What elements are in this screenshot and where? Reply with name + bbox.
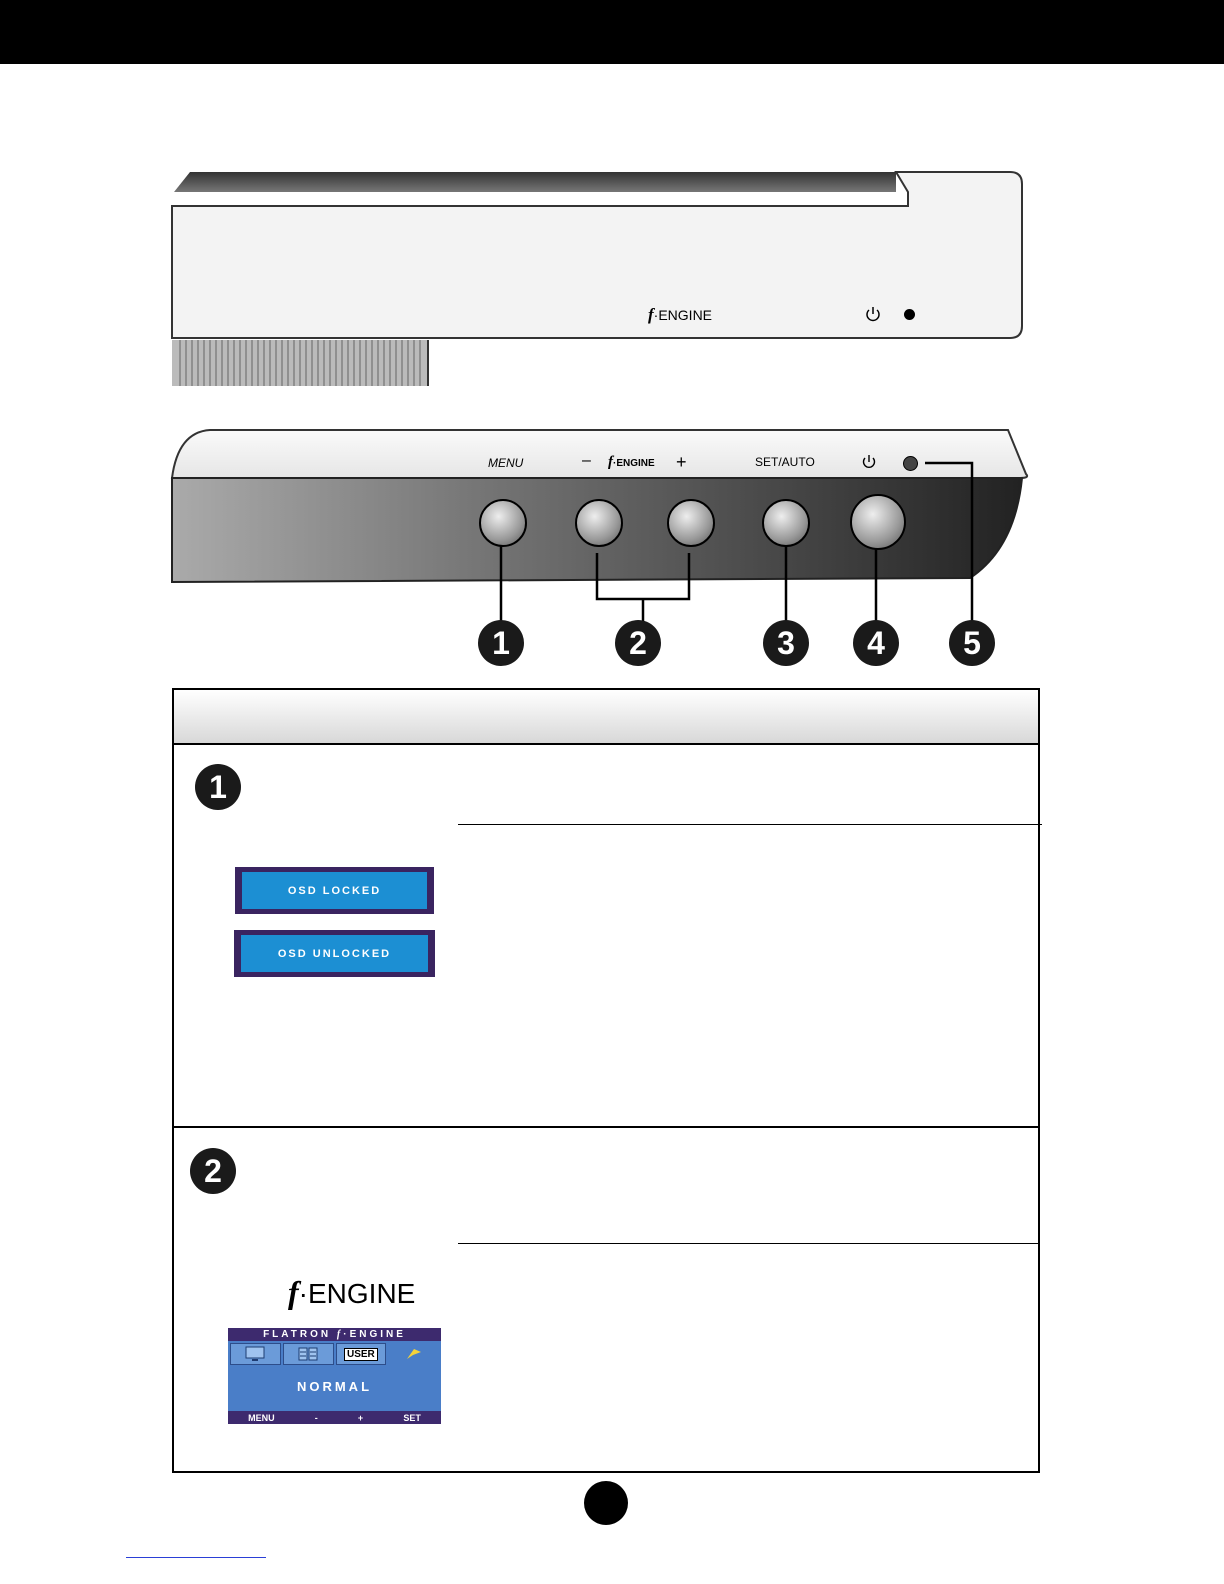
monitor-icon <box>230 1343 281 1365</box>
row1-number-badge: 1 <box>195 764 241 810</box>
set-auto-label: SET/AUTO <box>755 455 815 469</box>
callout-3: 3 <box>763 620 809 666</box>
fengine-logo: f·ENGINE <box>288 1274 416 1310</box>
row1-rule <box>458 824 1042 825</box>
star-icon <box>388 1343 439 1365</box>
callout-2: 2 <box>615 620 661 666</box>
row2-rule <box>458 1243 1040 1244</box>
flatron-osd-main <box>228 1341 441 1411</box>
callout-5: 5 <box>949 620 995 666</box>
osd-unlocked-text: OSD UNLOCKED <box>241 935 428 972</box>
callout-1: 1 <box>478 620 524 666</box>
flatron-osd-title: FLATRON f·ENGINE <box>263 1329 406 1340</box>
page-number-marker <box>584 1481 628 1525</box>
row2-number-badge: 2 <box>190 1148 236 1194</box>
table-header <box>174 690 1038 745</box>
flatron-osd-mode: NORMAL <box>296 1379 373 1394</box>
osd-locked-box <box>235 867 434 914</box>
text-mode-icon <box>283 1343 334 1365</box>
minus-label: – <box>582 452 591 469</box>
menu-label: MENU <box>488 456 524 470</box>
plus-label: + <box>676 452 687 472</box>
osd-locked-text: OSD LOCKED <box>242 872 427 909</box>
osd-unlocked-box <box>234 930 435 977</box>
callout-4: 4 <box>853 620 899 666</box>
flatron-osd <box>228 1328 441 1424</box>
flatron-osd-footer: MENU - + SET <box>248 1412 421 1423</box>
flatron-osd-tabs <box>230 1343 439 1365</box>
front-fengine-label: f·ENGINE <box>648 305 713 324</box>
tab-user: USER <box>336 1343 387 1365</box>
row-divider <box>174 1126 1038 1128</box>
panel-fengine-label: f·ENGINE <box>608 454 655 470</box>
callout-lines <box>0 0 1224 680</box>
bottom-link-underline[interactable] <box>126 1557 266 1558</box>
